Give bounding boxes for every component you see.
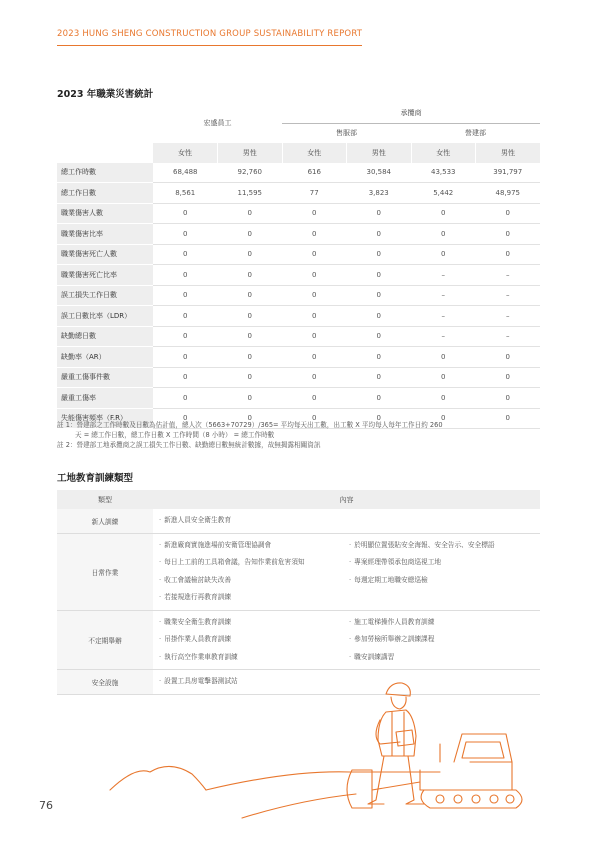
col-group-employees: 宏盛員工 xyxy=(153,103,282,143)
stats-cell: 0 xyxy=(218,326,283,347)
training-item: · 於明顯位置張貼安全海報、安全告示、安全標語 xyxy=(349,537,539,555)
training-item: · 施工電梯操作人員教育訓練 xyxy=(349,614,539,632)
stats-cell: 0 xyxy=(153,285,218,306)
stats-cell: 30,584 xyxy=(347,163,412,183)
stats-cell: 0 xyxy=(476,388,541,409)
note-2: 註 2：營建部工地承攬商之誤工損失工作日數、缺勤總日數無統計數據，故無揭露相關資訊 xyxy=(57,441,321,449)
cab-window xyxy=(462,742,504,758)
stats-cell: 0 xyxy=(218,408,283,429)
stats-cell: 0 xyxy=(411,203,476,224)
stats-row-label: 職業傷害死亡人數 xyxy=(57,244,153,265)
stats-cell: 0 xyxy=(476,224,541,245)
stats-cell: 0 xyxy=(411,224,476,245)
training-item: · 職安訓練講習 xyxy=(349,649,539,667)
note-1-line-2: 天 = 總工作日數，總工作日數 X 工作時間（8 小時） = 總工作時數 xyxy=(75,431,275,439)
leg-left xyxy=(368,756,384,804)
stats-cell: 616 xyxy=(282,163,347,183)
stats-cell: 0 xyxy=(218,306,283,327)
stats-cell: 0 xyxy=(411,388,476,409)
stats-cell: 68,488 xyxy=(153,163,218,183)
ground-line xyxy=(206,772,440,790)
stats-cell: 0 xyxy=(218,224,283,245)
stats-cell: 0 xyxy=(218,244,283,265)
stats-row-label: 缺勤總日數 xyxy=(57,326,153,347)
training-item: · 新進人員安全衛生教育 xyxy=(159,512,347,530)
track-wheel xyxy=(472,795,480,803)
training-header-type: 類型 xyxy=(57,490,153,509)
stats-cell: 0 xyxy=(282,203,347,224)
stats-row-label: 誤工損失工作日數 xyxy=(57,285,153,306)
stats-cell: 0 xyxy=(153,265,218,286)
stats-cell: 3,823 xyxy=(347,183,412,204)
training-item: · 收工會議檢討缺失改善 xyxy=(159,572,347,590)
stats-cell: – xyxy=(476,265,541,286)
col-group-contractors: 承攬商 xyxy=(282,103,540,123)
col-sub-service: 售服部 xyxy=(282,123,411,143)
stats-cell: 0 xyxy=(476,244,541,265)
training-item: · 新進廠商實施進場前安衛管理協調會 xyxy=(159,537,347,555)
stats-cell: 43,533 xyxy=(411,163,476,183)
stats-row-label: 缺勤率（AR） xyxy=(57,347,153,368)
stats-row-label: 誤工日數比率（LDR） xyxy=(57,306,153,327)
stats-row-label: 嚴重工傷事件數 xyxy=(57,367,153,388)
training-item: · 每日上工前的工具箱會議，告知作業前危害須知 xyxy=(159,554,347,572)
stats-cell: 0 xyxy=(153,306,218,327)
training-category: 不定期舉辦 xyxy=(57,610,153,670)
training-title: 工地教育訓練類型 xyxy=(57,473,134,484)
training-item: · 吊掛作業人員教育訓練 xyxy=(159,631,347,649)
page-number: 76 xyxy=(39,799,53,812)
col-sub-construction: 營建部 xyxy=(411,123,540,143)
stats-cell: 0 xyxy=(282,326,347,347)
stats-cell: 0 xyxy=(153,388,218,409)
stats-cell: 48,975 xyxy=(476,183,541,204)
stats-cell: – xyxy=(476,306,541,327)
torso xyxy=(378,710,416,756)
stats-cell: 0 xyxy=(218,347,283,368)
stats-row-label: 職業傷害比率 xyxy=(57,224,153,245)
stats-cell: 0 xyxy=(153,347,218,368)
training-item: · 職業安全衛生教育訓練 xyxy=(159,614,347,632)
stats-cell: 0 xyxy=(347,203,412,224)
stats-cell: 0 xyxy=(411,244,476,265)
note-1-line-1: 註 1：營建部之工作時數及日數為估計值，總人次（5663+70729）/365= 平均每天出工數，出工數 X 平均每人每年工作日約 260 xyxy=(57,421,443,429)
track-wheel xyxy=(506,795,514,803)
stats-cell: 0 xyxy=(153,244,218,265)
stats-cell: 0 xyxy=(282,244,347,265)
report-header: 2023 HUNG SHENG CONSTRUCTION GROUP SUSTAINABILITY REPORT xyxy=(57,29,363,39)
training-item: · 專案經理帶領承包商巡視工地 xyxy=(349,554,539,572)
stats-cell: – xyxy=(411,265,476,286)
stats-cell: 0 xyxy=(218,367,283,388)
stats-cell: 0 xyxy=(347,408,412,429)
gender-header: 女性 xyxy=(411,143,476,163)
stats-cell: 0 xyxy=(411,408,476,429)
stats-cell: 0 xyxy=(411,347,476,368)
stats-cell: 5,442 xyxy=(411,183,476,204)
stats-cell: 0 xyxy=(347,265,412,286)
stats-cell: 0 xyxy=(282,367,347,388)
training-item: · 若接規進行再教育訓練 xyxy=(159,589,347,607)
gender-header: 男性 xyxy=(218,143,283,163)
stats-cell: 0 xyxy=(153,203,218,224)
gender-header: 女性 xyxy=(153,143,218,163)
stats-cell: 0 xyxy=(476,203,541,224)
stats-cell: 0 xyxy=(282,388,347,409)
stats-cell: 0 xyxy=(153,408,218,429)
head xyxy=(391,697,406,709)
stats-cell: 0 xyxy=(218,388,283,409)
stats-row-label: 總工作日數 xyxy=(57,183,153,204)
stats-cell: 0 xyxy=(347,326,412,347)
stats-cell: – xyxy=(476,285,541,306)
stats-cell: – xyxy=(411,285,476,306)
stats-row-label: 總工作時數 xyxy=(57,163,153,183)
stats-row-label: 失能傷害頻率（F.R） xyxy=(57,408,153,429)
training-item: · 設置工具房電擊器測試站 xyxy=(159,673,347,691)
stats-cell: 0 xyxy=(218,203,283,224)
helmet xyxy=(386,683,410,696)
stats-cell: 391,797 xyxy=(476,163,541,183)
training-item: · 每週定期工地職安總巡檢 xyxy=(349,572,539,590)
stats-cell: 0 xyxy=(347,367,412,388)
stats-cell: 0 xyxy=(282,285,347,306)
stats-cell: 0 xyxy=(347,388,412,409)
stats-cell: 0 xyxy=(282,306,347,327)
stats-cell: 77 xyxy=(282,183,347,204)
training-category: 日常作業 xyxy=(57,533,153,610)
gender-header: 女性 xyxy=(282,143,347,163)
training-category: 新人訓練 xyxy=(57,509,153,533)
stats-cell: 0 xyxy=(153,326,218,347)
stats-cell: 0 xyxy=(218,285,283,306)
stats-cell: 0 xyxy=(347,224,412,245)
track-wheel xyxy=(436,795,444,803)
gender-header: 男性 xyxy=(476,143,541,163)
stats-row-label: 職業傷害死亡比率 xyxy=(57,265,153,286)
stats-cell: 0 xyxy=(282,408,347,429)
stats-cell: – xyxy=(411,306,476,327)
track-wheel xyxy=(490,795,498,803)
ground-line-2 xyxy=(242,794,356,818)
stats-cell: 0 xyxy=(411,367,476,388)
stats-cell: 0 xyxy=(282,347,347,368)
blade xyxy=(347,770,372,808)
stats-cell: 0 xyxy=(153,367,218,388)
stats-cell: 0 xyxy=(347,285,412,306)
training-item: · 執行高空作業車教育訓練 xyxy=(159,649,347,667)
stats-cell: 92,760 xyxy=(218,163,283,183)
stats-title: 2023 年職業災害統計 xyxy=(57,89,154,100)
stats-row-label: 職業傷害人數 xyxy=(57,203,153,224)
stats-cell: 0 xyxy=(153,224,218,245)
stats-cell: 0 xyxy=(476,367,541,388)
stats-row-label: 嚴重工傷率 xyxy=(57,388,153,409)
stats-cell: 8,561 xyxy=(153,183,218,204)
stats-cell: – xyxy=(476,326,541,347)
sand-pile-left xyxy=(110,766,206,790)
stats-cell: 0 xyxy=(476,408,541,429)
training-category: 安全設施 xyxy=(57,670,153,695)
stats-cell: 0 xyxy=(347,347,412,368)
stats-cell: 0 xyxy=(347,306,412,327)
stats-cell: – xyxy=(411,326,476,347)
stats-cell: 11,595 xyxy=(218,183,283,204)
vest-line xyxy=(392,712,404,756)
training-header-content: 內容 xyxy=(153,490,540,509)
gender-header: 男性 xyxy=(347,143,412,163)
tablet xyxy=(396,730,414,746)
stats-cell: 0 xyxy=(282,265,347,286)
body xyxy=(420,762,512,790)
stats-cell: 0 xyxy=(218,265,283,286)
stats-cell: 0 xyxy=(347,244,412,265)
stats-cell: 0 xyxy=(282,224,347,245)
stats-cell: 0 xyxy=(476,347,541,368)
training-item: · 參加勞檢所舉辦之訓練課程 xyxy=(349,631,539,649)
track-wheel xyxy=(454,795,462,803)
